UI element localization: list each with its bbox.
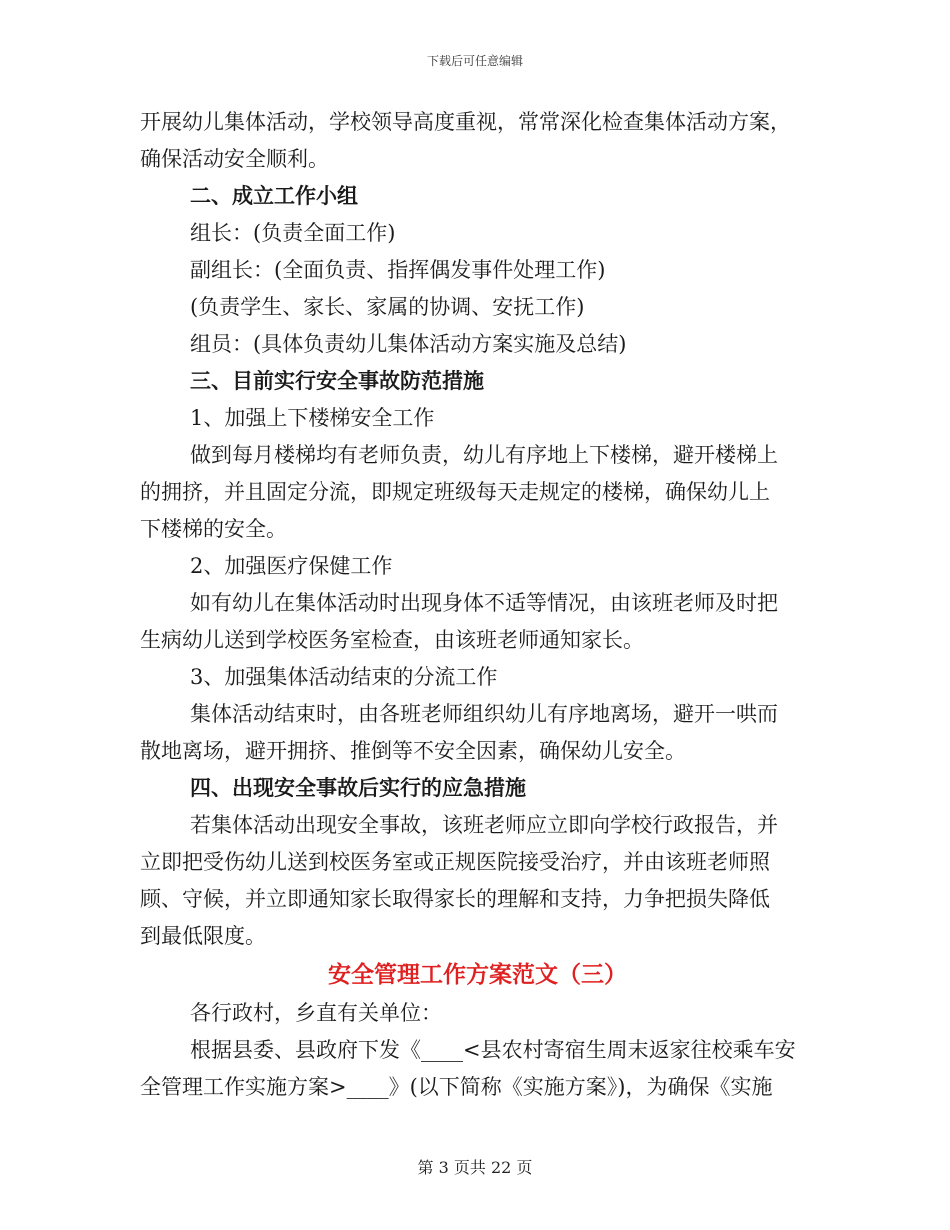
paragraph-line: 生病幼儿送到学校医务室检查，由该班老师通知家长。	[140, 628, 644, 652]
subsection-heading: 1、加强上下楼梯安全工作	[190, 406, 435, 430]
paragraph-line: 各行政村，乡直有关单位：	[190, 1001, 442, 1025]
paragraph-line: 做到每月楼梯均有老师负责，幼儿有序地上下楼梯，避开楼梯上	[190, 443, 778, 467]
paragraph-line: 组长：(负责全面工作)	[190, 221, 396, 245]
paragraph-line: 顾、守候，并立即通知家长取得家长的理解和支持，力争把损失降低	[140, 887, 770, 911]
paragraph-line: 副组长：(全面负责、指挥偶发事件处理工作)	[190, 258, 606, 282]
paragraph-line: 组员：(具体负责幼儿集体活动方案实施及总结)	[190, 332, 627, 356]
section-heading: 二、成立工作小组	[190, 184, 358, 208]
subsection-heading: 3、加强集体活动结束的分流工作	[190, 665, 498, 689]
paragraph-line: 散地离场，避开拥挤、推倒等不安全因素，确保幼儿安全。	[140, 739, 686, 763]
page-number: 第 3 页共 22 页	[417, 1158, 533, 1177]
paragraph-line: 立即把受伤幼儿送到校医务室或正规医院接受治疗，并由该班老师照	[140, 850, 770, 874]
paragraph-line: 集体活动结束时，由各班老师组织幼儿有序地离场，避开一哄而	[190, 702, 778, 726]
paragraph-line: 如有幼儿在集体活动时出现身体不适等情况，由该班老师及时把	[190, 591, 778, 615]
document-title: 安全管理工作方案范文（三）	[328, 962, 627, 988]
section-heading: 三、目前实行安全事故防范措施	[190, 369, 484, 393]
paragraph-line: 全管理工作实施方案>____》(以下简称《实施方案》)，为确保《实施	[140, 1075, 773, 1099]
paragraph-line: (负责学生、家长、家属的协调、安抚工作)	[190, 295, 585, 319]
paragraph-line: 若集体活动出现安全事故，该班老师应立即向学校行政报告，并	[190, 813, 778, 837]
paragraph-line: 到最低限度。	[140, 924, 266, 948]
paragraph-line: 下楼梯的安全。	[140, 517, 287, 541]
header-note: 下载后可任意编辑	[426, 54, 523, 68]
subsection-heading: 2、加强医疗保健工作	[190, 554, 393, 578]
paragraph-line: 确保活动安全顺利。	[140, 147, 329, 171]
section-heading: 四、出现安全事故后实行的应急措施	[190, 776, 526, 800]
paragraph-line: 的拥挤，并且固定分流，即规定班级每天走规定的楼梯，确保幼儿上	[140, 480, 770, 504]
document-body	[140, 104, 815, 1106]
paragraph-line: 根据县委、县政府下发《____<县农村寄宿生周末返家往校乘车安	[190, 1038, 796, 1062]
paragraph-line: 开展幼儿集体活动，学校领导高度重视，常常深化检查集体活动方案，	[140, 110, 791, 134]
